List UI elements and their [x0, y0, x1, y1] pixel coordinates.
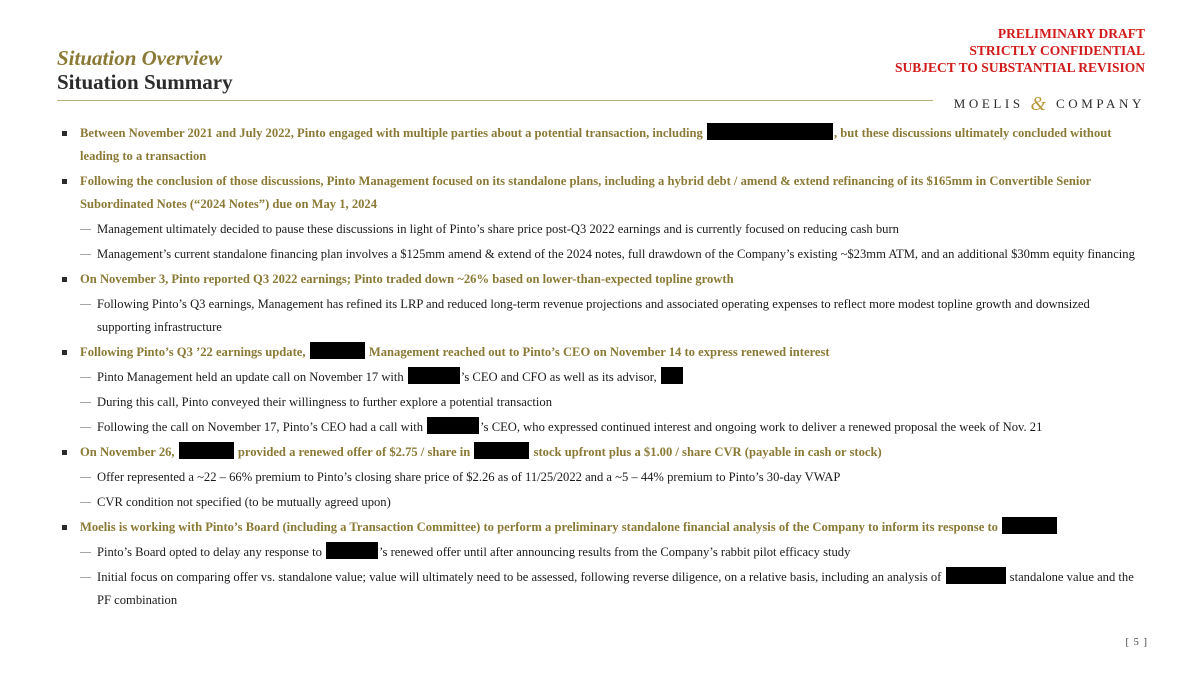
- dash-bullet-icon: —: [80, 298, 91, 310]
- redaction-block: [474, 442, 529, 459]
- dash-bullet-icon: —: [80, 248, 91, 260]
- dash-bullet-icon: —: [80, 471, 91, 483]
- dash-bullet-icon: —: [80, 546, 91, 558]
- sub-bullet-item: [62, 491, 1142, 514]
- bullet-item: [62, 341, 1142, 364]
- sub-bullet-item: [62, 293, 1142, 339]
- redaction-block: [946, 567, 1006, 584]
- page-title: Situation Summary: [57, 70, 233, 94]
- sub-bullet-text: Pinto’s Board opted to delay any response to: [97, 545, 326, 559]
- redaction-block: [179, 442, 234, 459]
- square-bullet-icon: [62, 179, 67, 184]
- sub-bullet-item: [62, 243, 1142, 266]
- sub-bullet-text: Following the call on November 17, Pinto’s CEO had a call with: [97, 420, 427, 434]
- sub-bullet-item: [62, 541, 1142, 564]
- draft-stamp: [895, 25, 1145, 76]
- bullet-item: [62, 516, 1142, 539]
- square-bullet-icon: [62, 277, 67, 282]
- sub-bullet-text: Pinto Management held an update call on November 17 with: [97, 370, 407, 384]
- summary-content: [62, 122, 1142, 614]
- sub-bullet-item: [62, 566, 1142, 612]
- dash-bullet-icon: —: [80, 223, 91, 235]
- stamp-line-3: SUBJECT TO SUBSTANTIAL REVISION: [895, 60, 1145, 75]
- bullet-text: Following the conclusion of those discussions, Pinto Management focused on its standalone plans, including a hybrid debt / amend & extend refinancing of its $165mm in Convertible Senior Subordinated Notes (“2024 Notes”) due on May 1, 2024: [80, 174, 1091, 211]
- bullet-item: [62, 268, 1142, 291]
- bullet-text: On November 26,: [80, 445, 178, 459]
- sub-bullet-item: [62, 218, 1142, 241]
- bullet-item: [62, 170, 1142, 216]
- company-logo: [954, 91, 1145, 114]
- dash-bullet-icon: —: [80, 496, 91, 508]
- sub-bullet-text: Initial focus on comparing offer vs. standalone value; value will ultimately need to be assessed, following reverse diligence, on a relative basis, including an analysis of: [97, 570, 945, 584]
- page-number: [ 5 ]: [1125, 637, 1148, 648]
- square-bullet-icon: [62, 350, 67, 355]
- bullet-item: [62, 441, 1142, 464]
- redaction-block: [427, 417, 479, 434]
- square-bullet-icon: [62, 525, 67, 530]
- sub-bullet-text: During this call, Pinto conveyed their willingness to further explore a potential transaction: [97, 395, 553, 409]
- bullet-text: Between November 2021 and July 2022, Pinto engaged with multiple parties about a potential transaction, including: [80, 126, 706, 140]
- sub-bullet-text: Management’s current standalone financing plan involves a $125mm amend & extend of the 2024 notes, full drawdown of the Company’s existing ~$23mm ATM, and an additional $30mm equity financing: [97, 247, 1135, 261]
- redaction-block: [707, 123, 833, 140]
- sub-bullet-text: Following Pinto’s Q3 earnings, Management has refined its LRP and reduced long-term revenue projections and associated operating expenses to reflect more modest topline growth and downsized supporting infrastructure: [97, 297, 1090, 334]
- sub-bullet-text: ’s CEO and CFO as well as its advisor,: [460, 370, 660, 384]
- bullet-text: provided a renewed offer of $2.75 / share in: [234, 445, 474, 459]
- dash-bullet-icon: —: [80, 571, 91, 583]
- sub-bullet-item: [62, 466, 1142, 489]
- sub-bullet-text: ’s CEO, who expressed continued interest and ongoing work to deliver a renewed proposal the week of Nov. 21: [480, 420, 1043, 434]
- logo-word-moelis: MOELIS: [953, 96, 1024, 111]
- sub-bullet-text: Offer represented a ~22 – 66% premium to Pinto’s closing share price of $2.26 as of 11/25/2022 and a ~5 – 44% premium to Pinto’s 30-day VWAP: [97, 470, 841, 484]
- sub-bullet-text: standalone value and the PF combination: [97, 570, 1134, 607]
- bullet-text: stock upfront plus a $1.00 / share CVR (payable in cash or stock): [530, 445, 882, 459]
- square-bullet-icon: [62, 131, 67, 136]
- redaction-block: [326, 542, 378, 559]
- redaction-block: [408, 367, 460, 384]
- redaction-block: [1002, 517, 1057, 534]
- dash-bullet-icon: —: [80, 371, 91, 383]
- logo-word-company: COMPANY: [1055, 96, 1145, 111]
- bullet-item: [62, 122, 1142, 168]
- sub-bullet-text: ’s renewed offer until after announcing results from the Company’s rabbit pilot efficacy study: [379, 545, 851, 559]
- logo-ampersand: &: [1030, 93, 1050, 115]
- bullet-text: On November 3, Pinto reported Q3 2022 earnings; Pinto traded down ~26% based on lower-than-expected topline growth: [80, 272, 734, 286]
- sub-bullet-item: [62, 366, 1142, 389]
- bullet-text: , but these discussions ultimately concluded without leading to a transaction: [80, 126, 1112, 163]
- bullet-text: Management reached out to Pinto’s CEO on November 14 to express renewed interest: [365, 345, 830, 359]
- sub-bullet-text: CVR condition not specified (to be mutually agreed upon): [97, 495, 391, 509]
- dash-bullet-icon: —: [80, 396, 91, 408]
- square-bullet-icon: [62, 450, 67, 455]
- redaction-block: [661, 367, 683, 384]
- bullet-text: Following Pinto’s Q3 ’22 earnings update,: [80, 345, 309, 359]
- dash-bullet-icon: —: [80, 421, 91, 433]
- redaction-block: [310, 342, 365, 359]
- sub-bullet-text: Management ultimately decided to pause these discussions in light of Pinto’s share price post-Q3 2022 earnings and is currently focused on reducing cash burn: [97, 222, 899, 236]
- stamp-line-1: PRELIMINARY DRAFT: [997, 26, 1145, 41]
- sub-bullet-item: [62, 391, 1142, 414]
- header-divider: [57, 100, 933, 101]
- section-title: Situation Overview: [57, 46, 223, 70]
- sub-bullet-item: [62, 416, 1142, 439]
- bullet-text: Moelis is working with Pinto’s Board (including a Transaction Committee) to perform a preliminary standalone financial analysis of the Company to inform its response to: [80, 520, 1002, 534]
- stamp-line-2: STRICTLY CONFIDENTIAL: [969, 43, 1145, 58]
